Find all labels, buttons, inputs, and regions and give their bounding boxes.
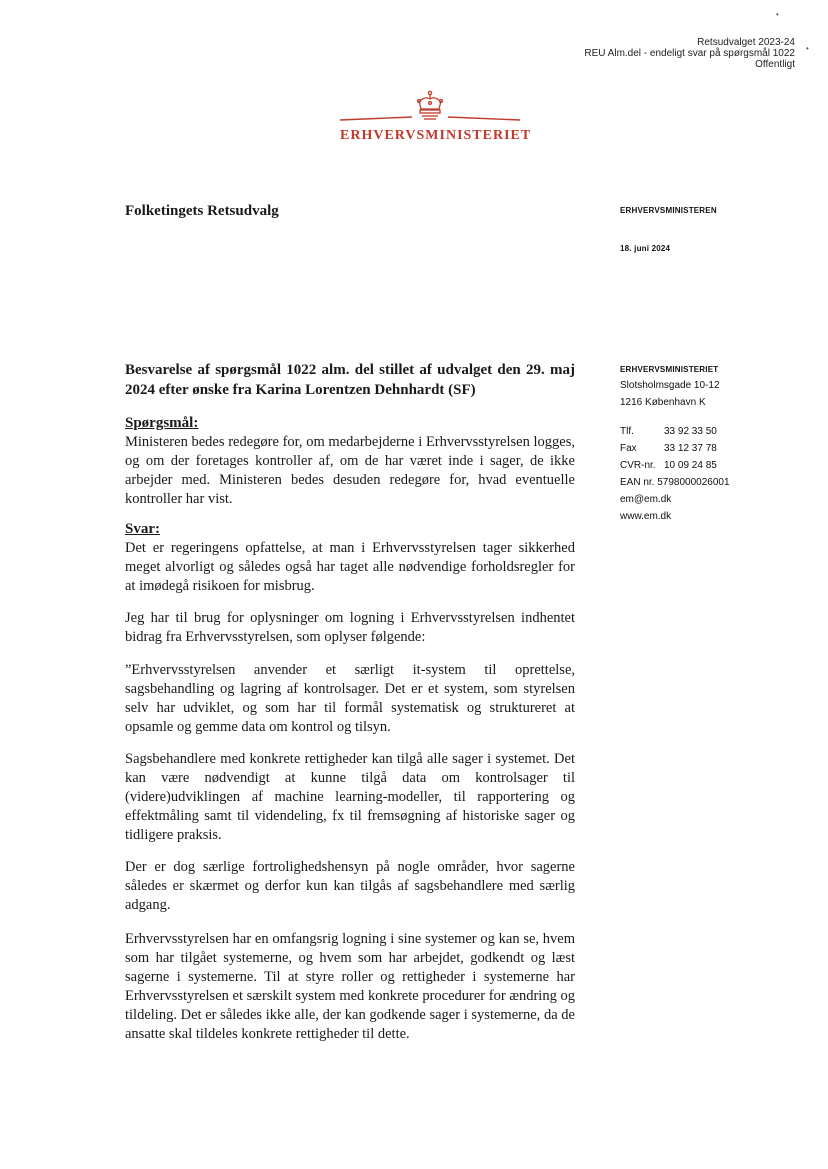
address-city: 1216 København K bbox=[620, 397, 706, 408]
document-meta bbox=[584, 37, 795, 70]
fax-label: Fax bbox=[620, 443, 637, 454]
question-text: Ministeren bedes redegøre for, om medarbejderne i Erhvervsstyrelsen logges, og om der foretages kontroller af, om de har været inde i sager, de ikke arbejder med. Ministeren bedes desuden redegøre for, hvad eventuelle kontroller har vist. bbox=[125, 434, 575, 507]
contact-table bbox=[620, 423, 717, 474]
ministry-name: ERHVERVSMINISTERIET bbox=[340, 128, 532, 143]
subject-heading: Besvarelse af spørgsmål 1022 alm. del stillet af udvalget den 29. maj 2024 efter ønske fra Karina Lorentzen Dehnhardt (SF) bbox=[125, 362, 575, 398]
scan-mark: • bbox=[806, 44, 809, 53]
ean-number: EAN nr. 5798000026001 bbox=[620, 477, 730, 488]
cvr-label: CVR-nr. bbox=[620, 460, 656, 471]
answer-paragraph-6: Erhvervsstyrelsen har en omfangsrig logning i sine systemer og kan se, hvem som har tilgået systemerne, og hvem som har arbejdet, godkendt og læst sagerne i systemerne. Til at styre roller og rettigheder i systemerne har Erhvervsstyrelsen et særskilt system med konkrete procedurer for ændring og tildeling. Det er således ikke alle, der kan godkende sager i systemerne, da de ansatte skal tildeles konkrete rettigheder til dette. bbox=[125, 931, 575, 1042]
contact-block bbox=[620, 365, 800, 525]
answer-paragraph-5: Der er dog særlige fortrolighedshensyn på nogle områder, hvor sagerne således er skærmet og derfor kun kan tilgås af sagsbehandlere med særlig adgang. bbox=[125, 859, 575, 913]
website-link[interactable]: www.em.dk bbox=[620, 511, 672, 522]
question-section bbox=[125, 414, 575, 509]
meta-status: Offentligt bbox=[755, 59, 795, 70]
recipient: Folketingets Retsudvalg bbox=[125, 203, 279, 219]
contact-row bbox=[620, 440, 717, 457]
question-heading: Spørgsmål: bbox=[125, 415, 199, 431]
meta-reference: REU Alm.del - endeligt svar på spørgsmål 1022 bbox=[584, 48, 795, 59]
address-street: Slotsholmsgade 10-12 bbox=[620, 380, 720, 391]
email-link[interactable]: em@em.dk bbox=[620, 494, 672, 505]
meta-committee: Retsudvalget 2023-24 bbox=[697, 37, 795, 48]
crown-icon bbox=[340, 90, 520, 126]
contact-row bbox=[620, 457, 717, 474]
scan-mark: • bbox=[776, 10, 779, 19]
answer-heading: Svar: bbox=[125, 521, 160, 537]
fax-value: 33 12 37 78 bbox=[664, 443, 717, 454]
answer-paragraph-2: Jeg har til brug for oplysninger om logning i Erhvervsstyrelsen indhentet bidrag fra Erhvervsstyrelsen, som oplyser følgende: bbox=[125, 610, 575, 645]
answer-paragraph-1: Det er regeringens opfattelse, at man i Erhvervsstyrelsen tager sikkerhed meget alvorligt og således også har taget alle nødvendige forholdsregler for at imødegå risikoen for misbrug. bbox=[125, 540, 575, 594]
letter-date: 18. juni 2024 bbox=[620, 244, 671, 253]
answer-section bbox=[125, 520, 575, 596]
answer-paragraph-3: ”Erhvervsstyrelsen anvender et særligt it-system til oprettelse, sagsbehandling og lagring af kontrolsager. Det er et system, som styrelsen selv har udviklet, og som har til formål systematisk og struktureret at opsamle og gemme data om kontrol og tilsyn. bbox=[125, 662, 575, 735]
answer-paragraph-4: Sagsbehandlere med konkrete rettigheder kan tilgå alle sager i systemet. Det kan være nødvendigt at kunne tilgå data om kontrolsager til (videre)udviklingen af machine learning-modeller, til rapportering og effektmåling samt til videndeling, fx til fremsøgning af historiske sager og tidligere praksis. bbox=[125, 751, 575, 843]
ministry-logo bbox=[340, 90, 532, 146]
tlf-value: 33 92 33 50 bbox=[664, 426, 717, 437]
cvr-value: 10 09 24 85 bbox=[664, 460, 717, 471]
org-name: ERHVERVSMINISTERIET bbox=[620, 365, 719, 374]
sender-title: ERHVERVSMINISTEREN bbox=[620, 206, 717, 215]
contact-row bbox=[620, 423, 717, 440]
tlf-label: Tlf. bbox=[620, 426, 634, 437]
